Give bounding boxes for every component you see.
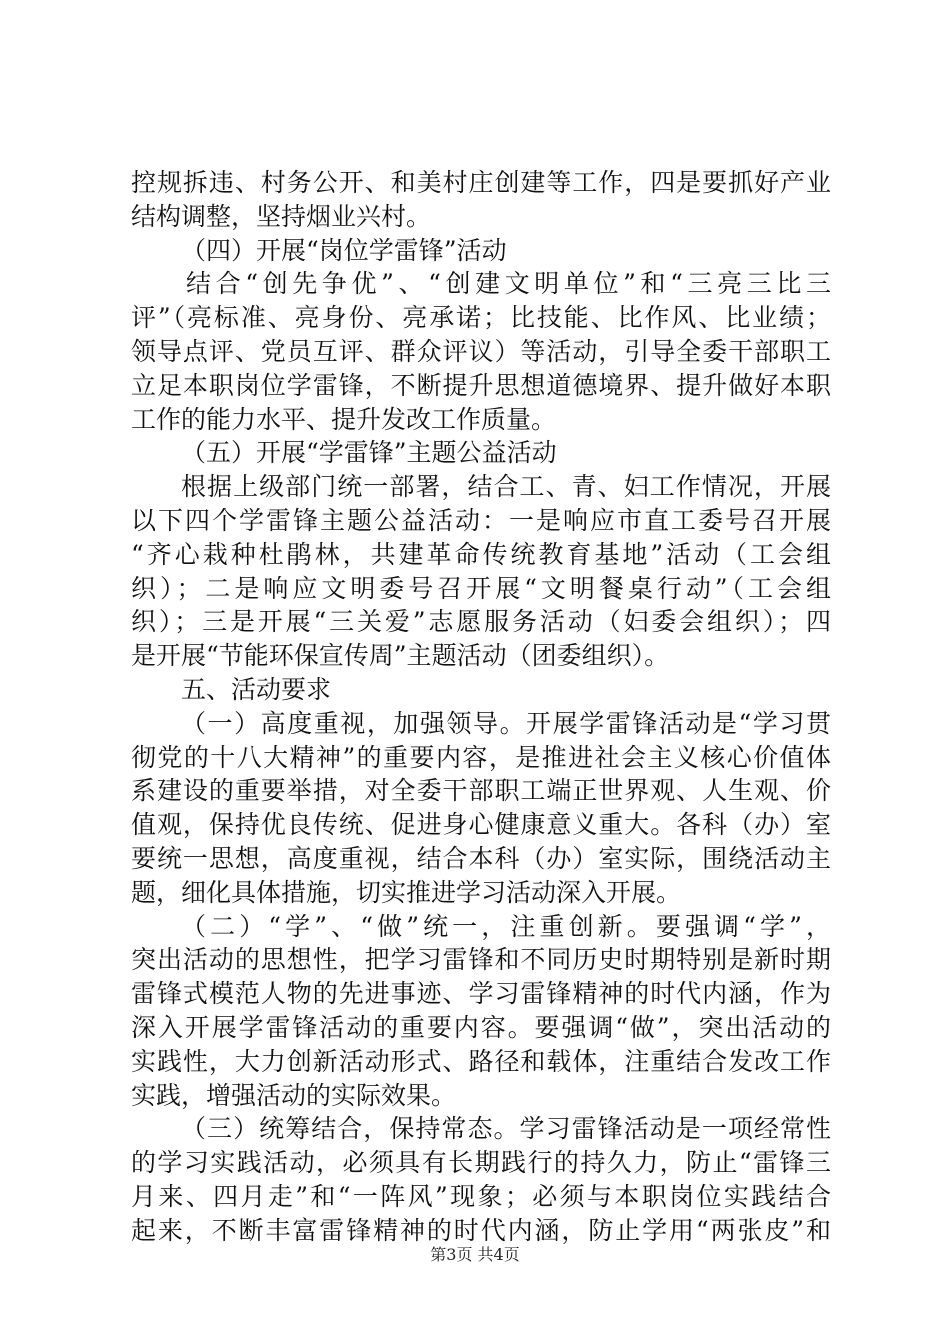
- text-line: 值观，保持优良传统、促进身心健康意义重大。各科（办）室: [131, 810, 831, 840]
- text-line: 立足本职岗位学雷锋，不断提升思想道德境界、提升做好本职: [131, 370, 831, 400]
- text-line: “齐心栽种杜鹃林，共建革命传统教育基地”活动（工会组: [131, 539, 831, 569]
- text-line: 的学习实践活动，必须具有长期践行的持久力，防止“雷锋三: [131, 1148, 831, 1178]
- text-line: （一）高度重视，加强领导。开展学雷锋活动是“学习贯: [181, 708, 831, 738]
- text-line: 月来、四月走”和“一阵风”现象；必须与本职岗位实践结合: [131, 1181, 831, 1211]
- text-line: （三）统筹结合，保持常态。学习雷锋活动是一项经常性: [181, 1114, 831, 1144]
- text-line: 深入开展学雷锋活动的重要内容。要强调“做”，突出活动的: [131, 1012, 831, 1042]
- page-footer: 第3页 共4页: [430, 1245, 520, 1264]
- text-line: 是开展“节能环保宣传周”主题活动（团委组织）。: [131, 641, 670, 671]
- text-line: 实践性，大力创新活动形式、路径和载体，注重结合发改工作: [131, 1046, 831, 1076]
- text-line: 领导点评、党员互评、群众评议）等活动，引导全委干部职工: [131, 336, 831, 366]
- text-line: 织）；二是响应文明委号召开展“文明餐桌行动”（工会组: [131, 573, 831, 603]
- text-line: 彻党的十八大精神”的重要内容，是推进社会主义核心价值体: [131, 742, 831, 772]
- text-line: 织）；三是开展“三关爱”志愿服务活动（妇委会组织）；四: [131, 607, 831, 637]
- text-line: 突出活动的思想性，把学习雷锋和不同历史时期特别是新时期: [131, 945, 831, 975]
- text-line: （四）开展“岗位学雷锋”活动: [181, 235, 507, 265]
- text-line: （二）“学”、“做”统一，注重创新。要强调“学”，: [181, 911, 831, 941]
- text-line: 实践，增强活动的实际效果。: [131, 1080, 457, 1110]
- text-line: 根据上级部门统一部署，结合工、青、妇工作情况，开展: [181, 472, 831, 502]
- text-line: 结合“创先争优”、“创建文明单位”和“三亮三比三: [186, 269, 831, 299]
- text-line: 结构调整，坚持烟业兴村。: [131, 201, 432, 231]
- document-body: [131, 166, 831, 1248]
- text-line: （五）开展“学雷锋”主题公益活动: [181, 438, 557, 468]
- text-line: 系建设的重要举措，对全委干部职工端正世界观、人生观、价: [131, 776, 831, 806]
- text-line: 题，细化具体措施，切实推进学习活动深入开展。: [131, 877, 682, 907]
- text-line: 控规拆违、村务公开、和美村庄创建等工作，四是要抓好产业: [131, 168, 831, 197]
- text-line: 五、活动要求: [181, 674, 332, 704]
- text-line: 工作的能力水平、提升发改工作质量。: [131, 404, 557, 434]
- text-line: 评”（亮标准、亮身份、亮承诺；比技能、比作风、比业绩；: [131, 303, 831, 333]
- text-line: 以下四个学雷锋主题公益活动：一是响应市直工委号召开展: [131, 505, 831, 535]
- text-line: 雷锋式模范人物的先进事迹、学习雷锋精神的时代内涵，作为: [131, 979, 831, 1009]
- text-line: 要统一思想，高度重视，结合本科（办）室实际，围绕活动主: [131, 843, 831, 873]
- text-line: 起来，不断丰富雷锋精神的时代内涵，防止学用“两张皮”和: [131, 1215, 831, 1245]
